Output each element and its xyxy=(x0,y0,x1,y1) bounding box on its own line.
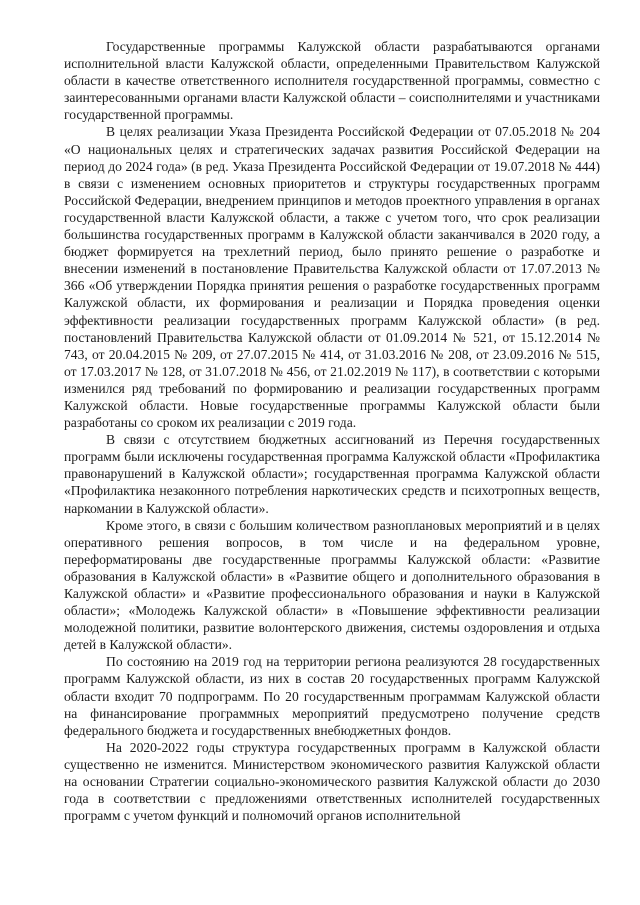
paragraph-3: В связи с отсутствием бюджетных ассигнований из Перечня государственных программ были исключены государственная программа Калужской области «Профилактика правонарушений в Калужской области»; государственная программа Калужской области «Профилактика незаконного потребления наркотических средств и психотропных веществ, наркомании в Калужской области». xyxy=(64,432,600,516)
paragraph-5: По состоянию на 2019 год на территории региона реализуются 28 государственных программ Калужской области, из них в состав 20 государственных программ Калужской области входит 70 подпрограмм. По 20 государственным программам Калужской области на финансирование программных мероприятий предусмотрено получение средств федерального бюджета и государственных внебюджетных фондов. xyxy=(64,654,600,738)
paragraph-1: Государственные программы Калужской области разрабатываются органами исполнительной власти Калужской области, определенными Правительством Калужской области в качестве ответственного исполнителя государственной программы, совместно с заинтересованными органами власти Калужской области – соисполнителями и участниками государственной программы. xyxy=(64,39,600,123)
paragraph-6: На 2020-2022 годы структура государственных программ в Калужской области существенно не изменится. Министерством экономического развития Калужской области на основании Стратегии социально-экономического развития Калужской области до 2030 года в соответствии с предложениями ответственных исполнителей государственных программ с учетом функций и полномочий органов исполнительной xyxy=(64,739,600,824)
paragraph-2: В целях реализации Указа Президента Российской Федерации от 07.05.2018 № 204 «О национальных целях и стратегических задачах развития Российской Федерации на период до 2024 года» (в ред. Указа Президента Российской Федерации от 19.07.2018 № 444) в связи с изменением основных приоритетов и структуры государственных программ Российской Федерации, внедрением принципов и методов проектного управления в органах государственной власти Калужской области, а также с учетом того, что срок реализации большинства государственных программ в Калужской области заканчивался в 2020 году, а бюджет формируется на трехлетний период, было принято решение о разработке и внесении изменений в постановление Правительства Калужской области от 17.07.2013 № 366 «Об утверждении Порядка принятия решения о разработке государственных программ Калужской области, их формирования и реализации и Порядка проведения оценки эффективности реализации государственных программ Калужской области» (в ред. постановлений Правительства Калужской области от 01.09.2014 № 521, от 15.12.2014 № 743, от 20.04.2015 № 209, от 27.07.2015 № 414, от 31.03.2016 № 208, от 23.09.2016 № 515, от 17.03.2017 № 128, от 31.07.2018 № 456, от 21.02.2019 № 117), в соответствии с которыми изменился ряд требований по формированию и реализации государственных программ Калужской области. Новые государственные программы Калужской области были разработаны со сроком их реализации с 2019 года. xyxy=(64,124,600,431)
paragraph-4: Кроме этого, в связи с большим количеством разноплановых мероприятий и в целях оперативного решения вопросов, в том числе и на федеральном уровне, переформатированы две государственные программы Калужской области: «Развитие образования в Калужской области» в «Развитие общего и дополнительного образования в Калужской области» и «Развитие профессионального образования и науки в Калужской области»; «Молодежь Калужской области» в «Повышение эффективности реализации молодежной политики, развитие волонтерского движения, системы оздоровления и отдыха детей в Калужской области». xyxy=(64,517,600,653)
